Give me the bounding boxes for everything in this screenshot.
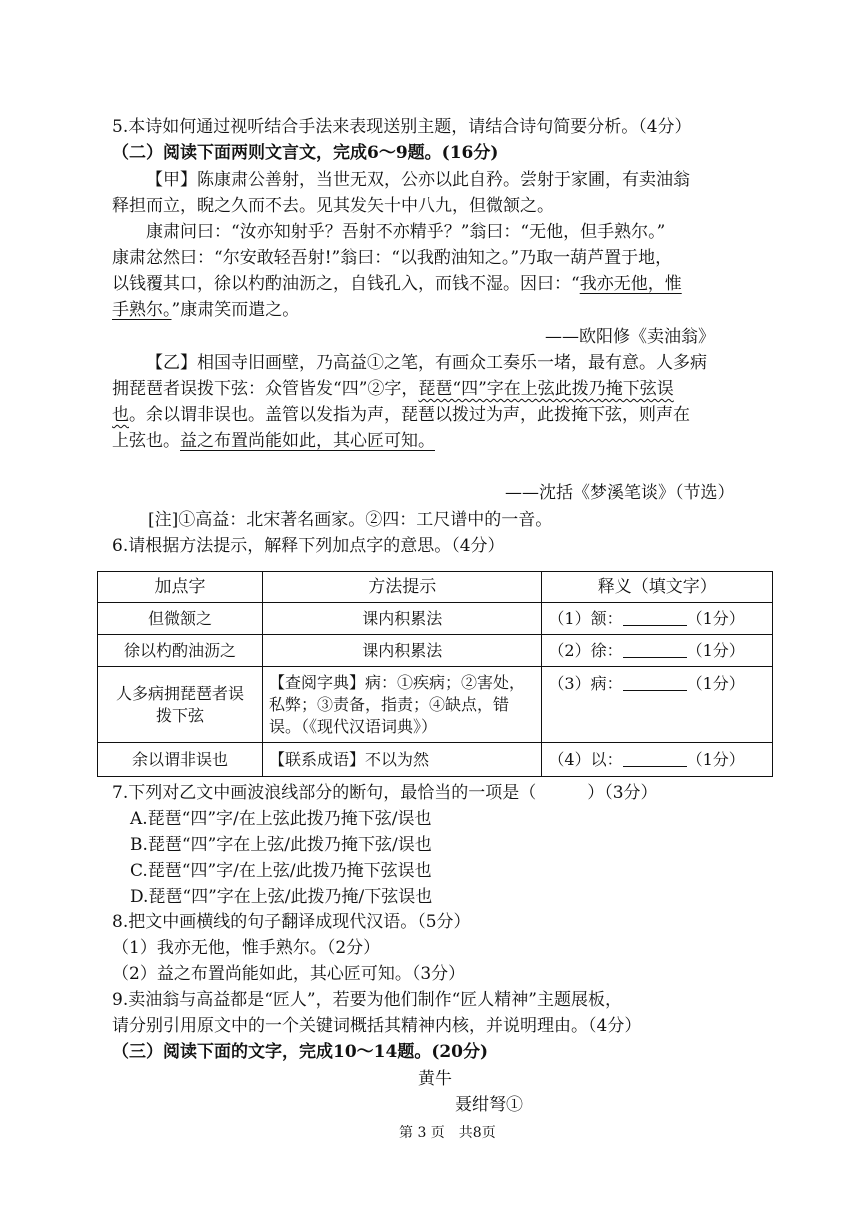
question-8-part-1: （1）我亦无他，惟手熟尔。（2分） (112, 938, 381, 958)
answer-blank[interactable] (623, 641, 687, 658)
passage-yi-source: ——沈括《梦溪笔谈》（节选） (505, 483, 735, 503)
passage-jia-line-2: 释担而立，睨之久而不去。见其发矢十中八九，但微颔之。 (112, 196, 554, 216)
passage-jia-line-4: 康肃忿然曰：“尔安敢轻吾射!”翁曰：“以我酌油知之。”乃取一葫芦置于地， (112, 248, 673, 268)
table-cell-hint: 【联系成语】不以为然 (263, 743, 542, 777)
wavy-underlined-text: 也 (112, 405, 129, 425)
passage-jia-line-5 (112, 273, 682, 295)
wavy-underlined-text: 琵琶“四”字在上弦此拨乃掩下弦误 (418, 379, 674, 399)
passage-yi-line-4 (112, 430, 435, 452)
annotation-note: [注]①高益：北宋著名画家。②四：工尺谱中的一音。 (148, 510, 553, 530)
passage-text: ”康肃笑而遣之。 (171, 300, 300, 320)
table-cell-word: 余以谓非误也 (98, 743, 263, 777)
answer-label: （1）颔： (548, 608, 623, 628)
option-b[interactable]: B.琵琶“四”字在上弦/此拨乃掩下弦/误也 (130, 835, 432, 855)
passage-text: 以钱覆其口，徐以杓酌油沥之，自钱孔入，而钱不湿。因曰：“ (112, 274, 580, 294)
table-cell-answer (542, 635, 773, 667)
answer-label: （4）以： (548, 749, 623, 769)
passage-jia-line-6 (112, 299, 299, 321)
table-cell-word: 人多病拥琵琶者误拨下弦 (98, 667, 263, 743)
question-5: 5.本诗如何通过视听结合手法来表现送别主题，请结合诗句简要分析。（4分） (112, 117, 692, 137)
passage-text: 上弦也。 (112, 431, 180, 451)
answer-label: （2）徐： (548, 640, 623, 660)
table-cell-hint: 【查阅字典】病：①疾病；②害处，私弊；③责备，指责；④缺点，错误。（《现代汉语词典》） (263, 667, 542, 743)
question-6: 6.请根据方法提示，解释下列加点字的意思。（4分） (112, 536, 505, 556)
answer-points: （1分） (686, 749, 745, 769)
article-title: 黄牛 (418, 1069, 452, 1089)
table-cell-answer (542, 743, 773, 777)
article-author: 聂绀弩① (455, 1095, 523, 1115)
passage-text: 。余以谓非误也。盖管以发指为声，琵琶以拨过为声，此拨掩下弦，则声在 (129, 405, 690, 425)
page-footer: 第 3 页 共8页 (399, 1125, 496, 1141)
answer-blank[interactable] (623, 750, 687, 767)
answer-blank[interactable] (623, 609, 687, 626)
answer-points: （1分） (686, 674, 745, 693)
question-8: 8.把文中画横线的句子翻译成现代汉语。（5分） (112, 912, 471, 932)
passage-jia-source: ——欧阳修《卖油翁》 (545, 327, 715, 347)
table-cell-answer (542, 667, 773, 743)
table-header: 释义（填文字） (542, 572, 773, 603)
option-c[interactable]: C.琵琶“四”字/在上弦/此拨乃掩下弦误也 (130, 861, 432, 881)
answer-label: （3）病： (548, 674, 623, 693)
table-cell-word: 徐以杓酌油沥之 (98, 635, 263, 667)
table-header: 加点字 (98, 572, 263, 603)
table-cell-hint: 课内积累法 (263, 635, 542, 667)
option-a[interactable]: A.琵琶“四”字/在上弦此拨乃掩下弦/误也 (130, 809, 432, 829)
underlined-sentence: 我亦无他，惟 (579, 274, 682, 294)
passage-jia-line-3: 康肃问曰：“汝亦知射乎？吾射不亦精乎？”翁曰：“无他，但手熟尔。” (146, 222, 666, 242)
passage-yi-line-2 (112, 378, 674, 400)
underlined-sentence: 益之布置尚能如此，其心匠可知。 (180, 431, 435, 451)
answer-blank[interactable] (623, 674, 687, 691)
question-7: 7.下列对乙文中画波浪线部分的断句，最恰当的一项是（ ）（3分） (112, 783, 658, 803)
passage-yi-line-3 (112, 404, 690, 426)
answer-points: （1分） (686, 608, 745, 628)
passage-jia-line-1: 【甲】陈康肃公善射，当世无双，公亦以此自矜。尝射于家圃，有卖油翁 (146, 170, 690, 190)
table-cell-hint: 课内积累法 (263, 603, 542, 635)
table-cell-word: 但微颔之 (98, 603, 263, 635)
passage-text: 拥琵琶者误拨下弦：众管皆发“四”②字， (112, 379, 419, 399)
question-8-part-2: （2）益之布置尚能如此，其心匠可知。（3分） (112, 964, 466, 984)
table-cell-answer (542, 603, 773, 635)
passage-yi-line-1: 【乙】相国寺旧画壁，乃高益①之笔，有画众工奏乐一堵，最有意。人多病 (146, 353, 707, 373)
question-9-line-1: 9.卖油翁与高益都是“匠人”，若要为他们制作“匠人精神”主题展板， (112, 990, 622, 1010)
question-9-line-2: 请分别引用原文中的一个关键词概括其精神内核，并说明理由。（4分） (112, 1016, 642, 1036)
underlined-sentence: 手熟尔。 (112, 300, 172, 320)
question-6-table (97, 571, 773, 777)
section-2-heading: （二）阅读下面两则文言文，完成6～9题。(16分) (112, 143, 499, 163)
option-d[interactable]: D.琵琶“四”字在上弦/此拨乃掩/下弦误也 (130, 887, 433, 907)
table-header: 方法提示 (263, 572, 542, 603)
section-3-heading: （三）阅读下面的文字，完成10～14题。(20分) (112, 1042, 489, 1062)
answer-points: （1分） (686, 640, 745, 660)
